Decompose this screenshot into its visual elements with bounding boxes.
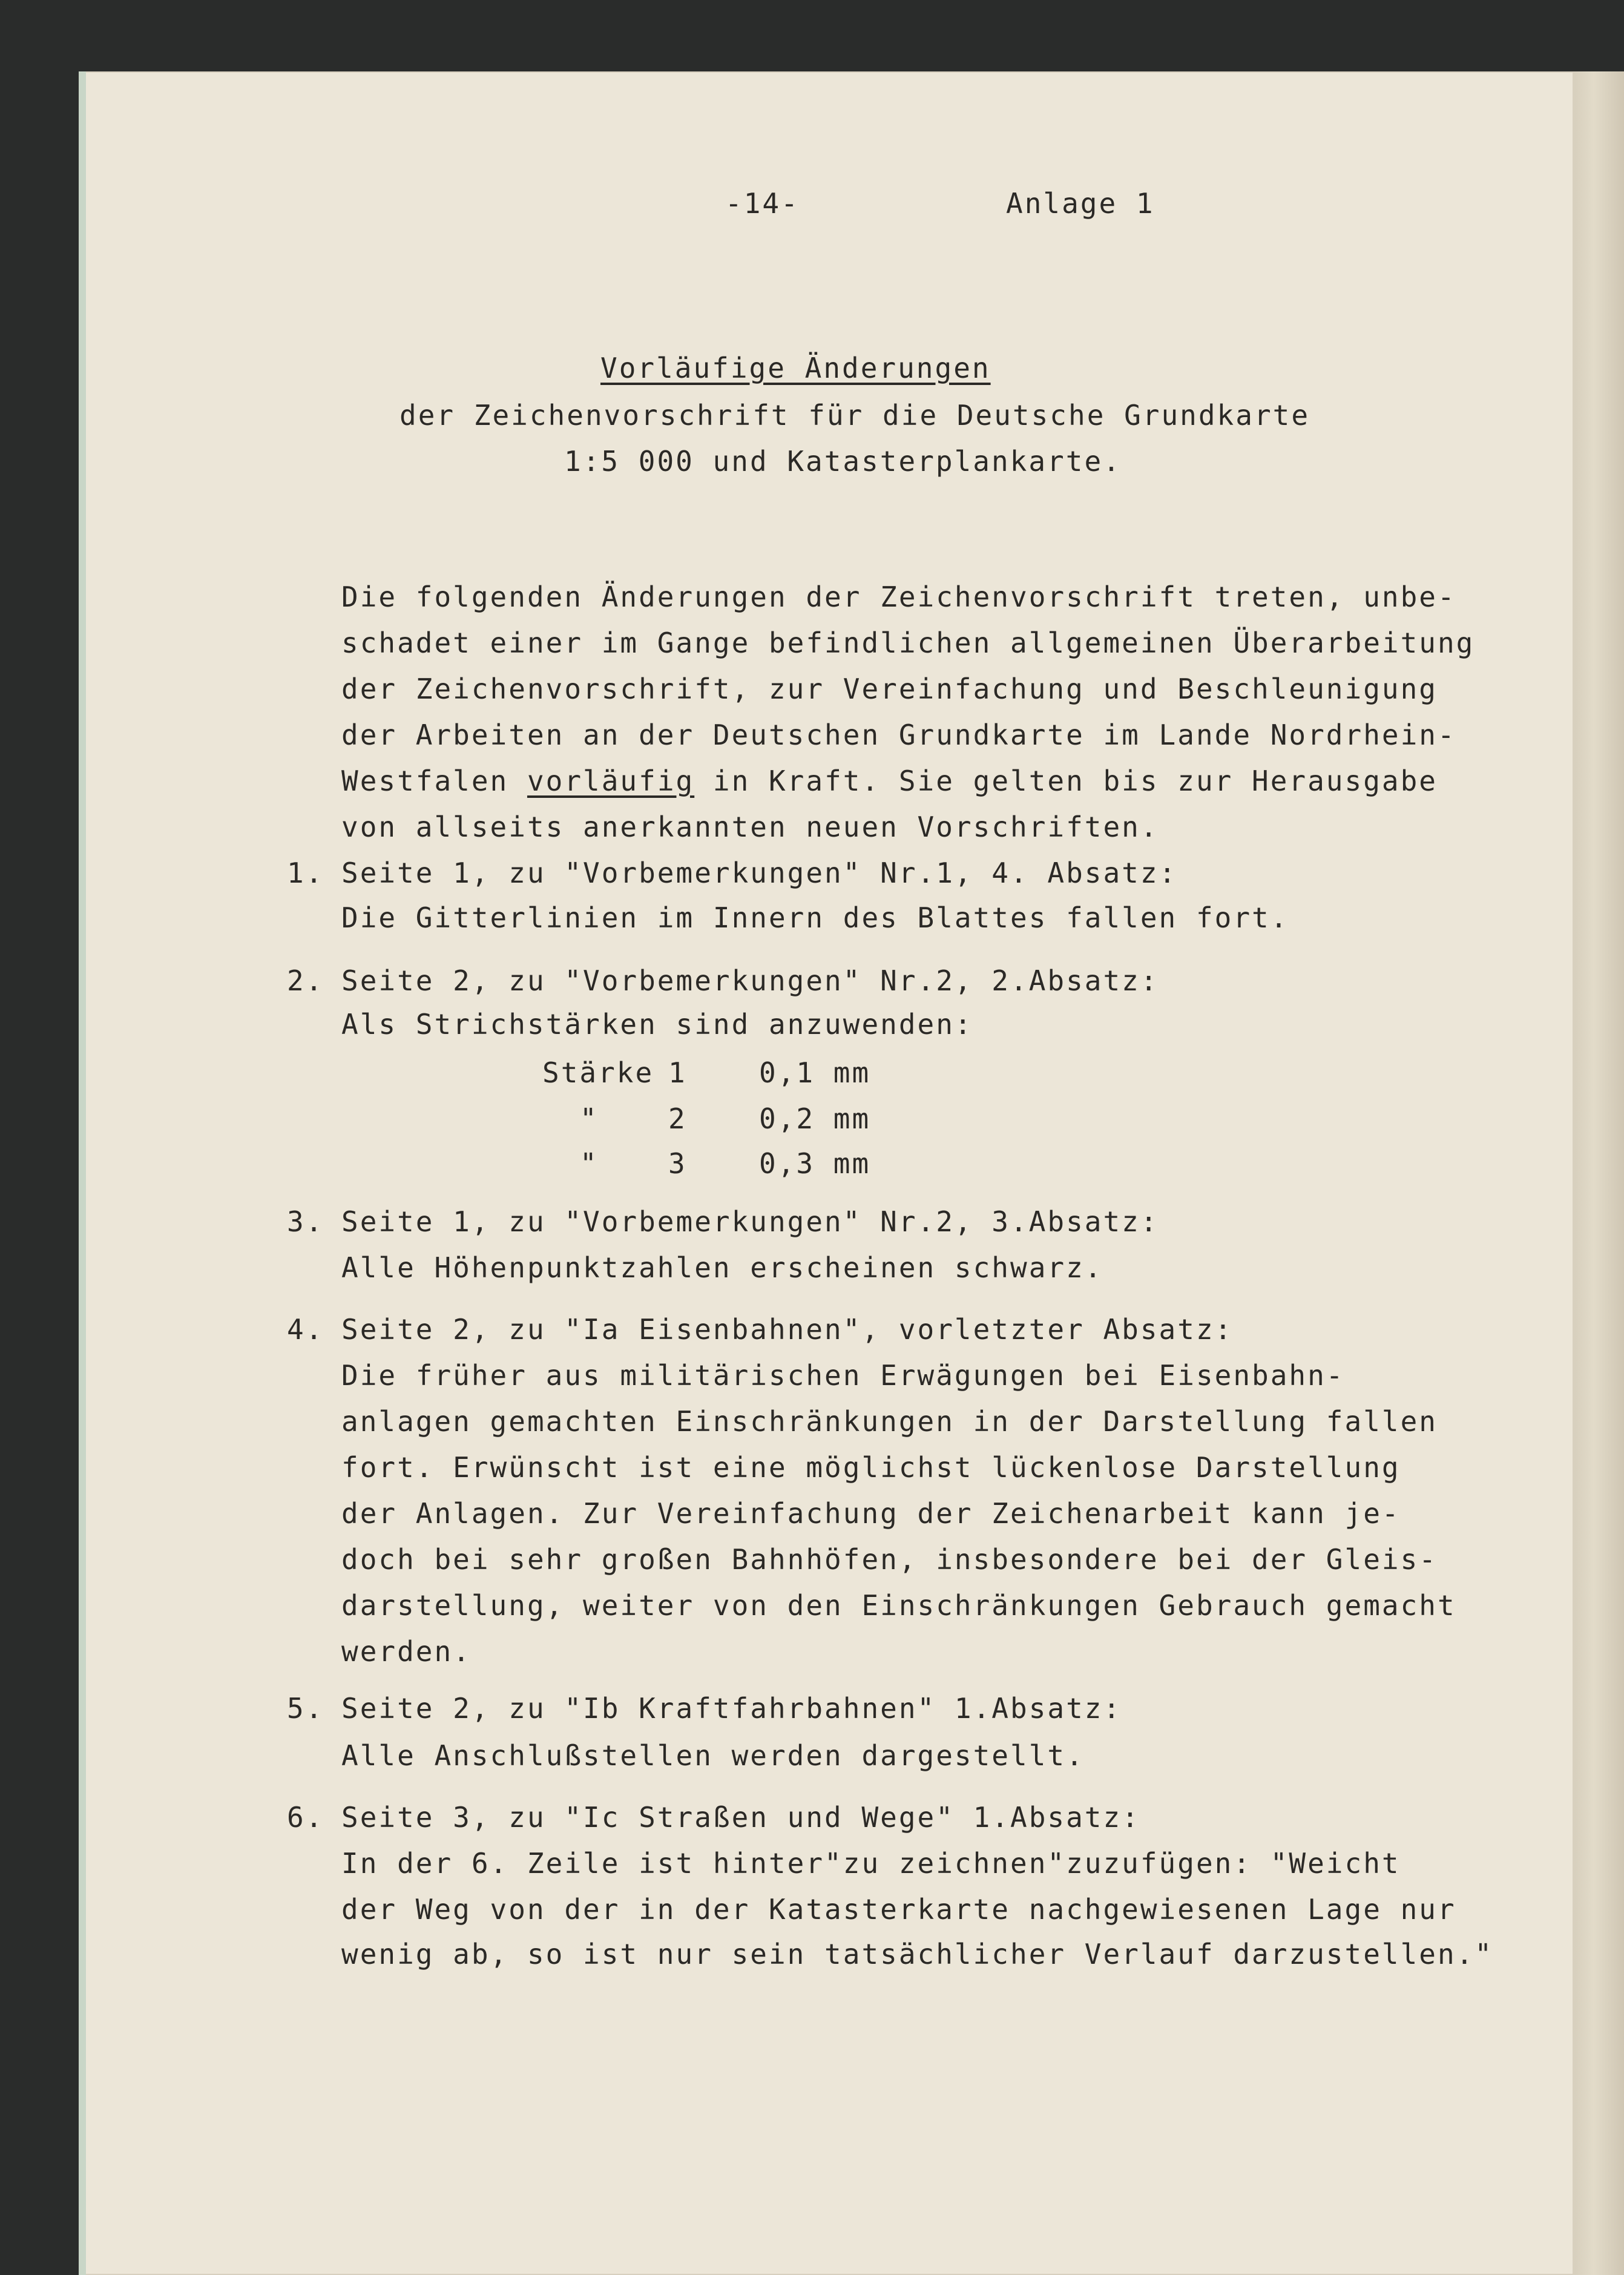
item-5-heading: Seite 2, zu "Ib Kraftfahrbahnen" 1.Absatz: xyxy=(341,1692,1122,1725)
table-row-2-value: 0,2 mm xyxy=(759,1102,871,1135)
title-line-2: der Zeichenvorschrift für die Deutsche Grundkarte xyxy=(399,399,1310,432)
item-4-line-2: anlagen gemachten Einschränkungen in der Darstellung fallen xyxy=(341,1405,1438,1438)
item-6-heading: Seite 3, zu "Ic Straßen und Wege" 1.Absatz: xyxy=(341,1801,1140,1834)
intro-line-3: der Zeichenvorschrift, zur Vereinfachung und Beschleunigung xyxy=(341,673,1438,705)
page-number: -14- xyxy=(725,187,800,220)
table-row-3-number: 3 xyxy=(668,1147,687,1180)
intro-line-5 xyxy=(341,764,1438,798)
item-2-heading: Seite 2, zu "Vorbemerkungen" Nr.2, 2.Absatz: xyxy=(341,964,1159,997)
intro-line-2: schadet einer im Gange befindlichen allgemeinen Überarbeitung xyxy=(341,627,1475,659)
title-line-3: 1:5 000 und Katasterplankarte. xyxy=(564,445,1122,478)
item-1-heading: Seite 1, zu "Vorbemerkungen" Nr.1, 4. Absatz: xyxy=(341,857,1178,889)
intro-emphasis-vorlaeufig: vorläufig xyxy=(527,765,695,797)
table-row-3-value: 0,3 mm xyxy=(759,1147,871,1180)
item-2-number: 2. xyxy=(287,964,324,997)
table-row-3-label: " xyxy=(580,1147,599,1180)
item-5-line-1: Alle Anschlußstellen werden dargestellt. xyxy=(341,1739,1085,1772)
item-4-line-7: werden. xyxy=(341,1635,472,1668)
item-3-number: 3. xyxy=(287,1205,324,1238)
item-3-heading: Seite 1, zu "Vorbemerkungen" Nr.2, 3.Absatz: xyxy=(341,1205,1159,1238)
item-5-number: 5. xyxy=(287,1692,324,1725)
item-6-line-1: In der 6. Zeile ist hinter"zu zeichnen"zuzufügen: "Weicht xyxy=(341,1847,1401,1880)
table-row-2-number: 2 xyxy=(668,1102,687,1135)
annex-label: Anlage 1 xyxy=(1006,187,1155,220)
item-4-line-3: fort. Erwünscht ist eine möglichst lückenlose Darstellung xyxy=(341,1451,1401,1484)
item-2-line-1: Als Strichstärken sind anzuwenden: xyxy=(341,1008,973,1041)
item-4-line-1: Die früher aus militärischen Erwägungen bei Eisenbahn- xyxy=(341,1359,1345,1392)
item-4-number: 4. xyxy=(287,1313,324,1346)
intro-line-5-post: in Kraft. Sie gelten bis zur Herausgabe xyxy=(694,765,1438,797)
table-row-1-label: Stärke xyxy=(542,1056,654,1089)
table-row-1-number: 1 xyxy=(668,1056,687,1089)
intro-line-4: der Arbeiten an der Deutschen Grundkarte im Lande Nordrhein- xyxy=(341,719,1456,751)
item-4-line-6: darstellung, weiter von den Einschränkungen Gebrauch gemacht xyxy=(341,1589,1456,1622)
item-6-line-2: der Weg von der in der Katasterkarte nachgewiesenen Lage nur xyxy=(341,1893,1456,1926)
item-3-line-1: Alle Höhenpunktzahlen erscheinen schwarz. xyxy=(341,1251,1103,1284)
item-1-line-1: Die Gitterlinien im Innern des Blattes fallen fort. xyxy=(341,901,1289,934)
document-title: Vorläufige Änderungen xyxy=(600,352,991,384)
intro-line-1: Die folgenden Änderungen der Zeichenvorschrift treten, unbe- xyxy=(341,581,1456,613)
intro-line-5-pre: Westfalen xyxy=(341,765,527,797)
item-4-line-4: der Anlagen. Zur Vereinfachung der Zeichenarbeit kann je- xyxy=(341,1497,1401,1530)
item-6-line-3: wenig ab, so ist nur sein tatsächlicher Verlauf darzustellen." xyxy=(341,1938,1494,1970)
table-row-2-label: " xyxy=(580,1102,599,1135)
item-4-heading: Seite 2, zu "Ia Eisenbahnen", vorletzter Absatz: xyxy=(341,1313,1234,1346)
item-1-number: 1. xyxy=(287,857,324,889)
item-6-number: 6. xyxy=(287,1801,324,1834)
item-4-line-5: doch bei sehr großen Bahnhöfen, insbesondere bei der Gleis- xyxy=(341,1543,1438,1576)
table-row-1-value: 0,1 mm xyxy=(759,1056,871,1089)
intro-line-6: von allseits anerkannten neuen Vorschriften. xyxy=(341,811,1159,843)
